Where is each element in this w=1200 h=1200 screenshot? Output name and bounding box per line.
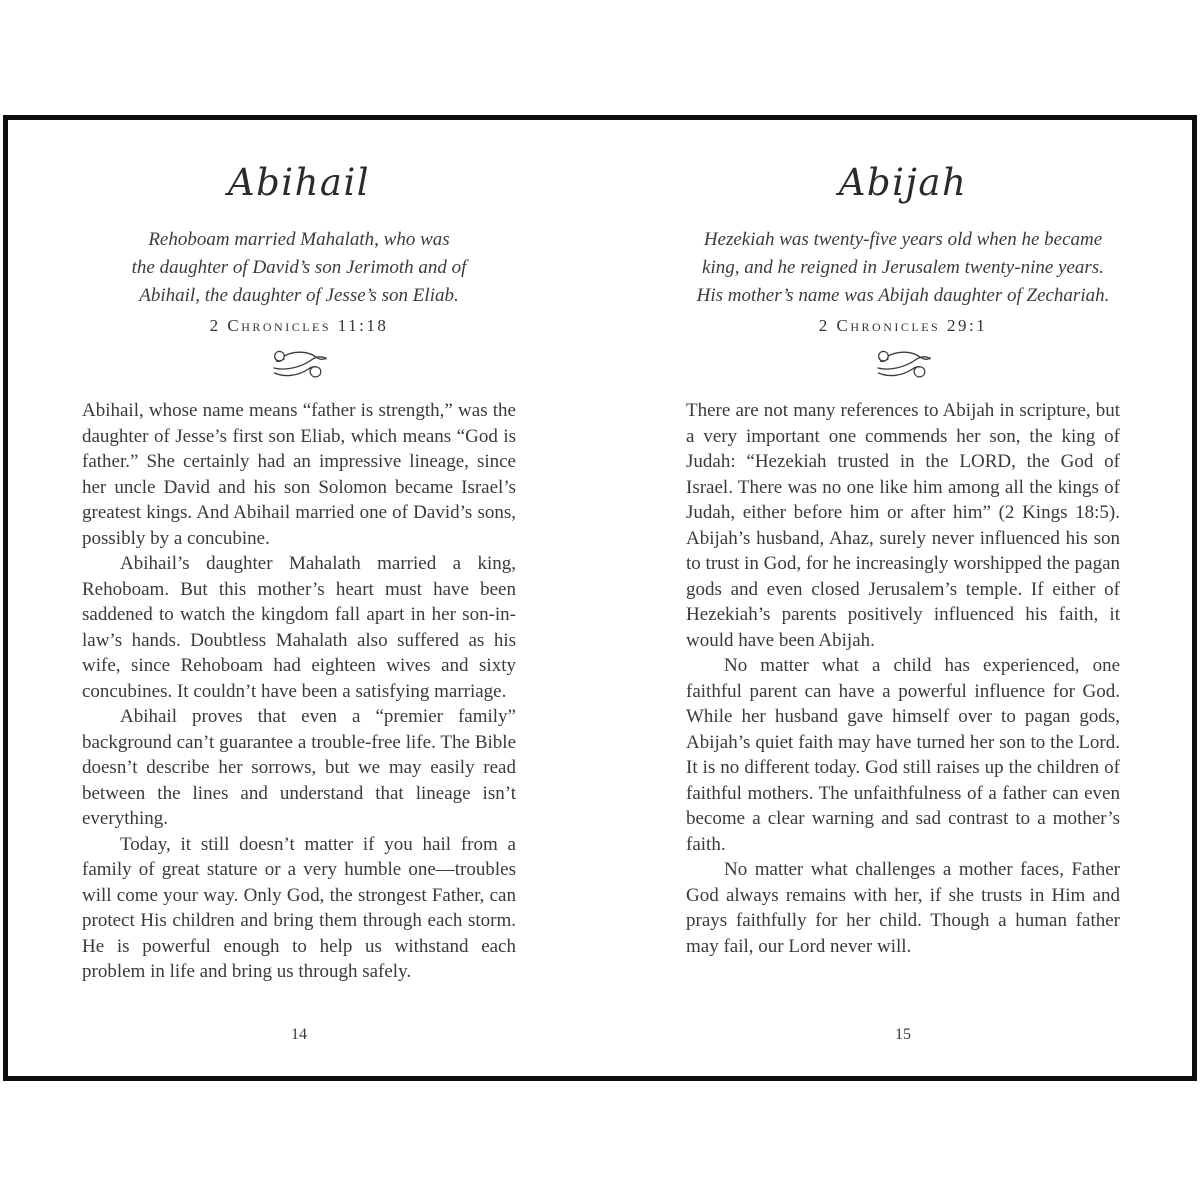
body-paragraph: Abihail’s daughter Mahalath married a king, Rehoboam. But this mother’s heart must have been saddened to watch the kingdom fall apart in her son-in-law’s hands. Doubtless Mahalath also suffered as his wife, since Rehoboam had eighteen wives and sixty concubines. It couldn’t have been a satisfying marriage. (82, 553, 516, 702)
page-title: Abijah (838, 161, 968, 204)
body-paragraph: No matter what a child has experienced, one faithful parent can have a powerful influence for God. While her husband gave himself over to pagan gods, Abijah’s quiet faith may have turned her son to the Lord. It is no different today. God still raises up the children of faithful mothers. The unfaithfulness of a father can even become a clear warning and sad contrast to a mother’s faith. (686, 655, 1120, 855)
quote-line: king, and he reigned in Jerusalem twenty-nine years. (702, 257, 1104, 278)
body-paragraph: There are not many references to Abijah in scripture, but a very important one commends her son, the king of Judah: “Hezekiah trusted in the LORD, the God of Israel. There was no one like him among all the kings of Judah, either before him or after him” (2 Kings 18:5). Abijah’s husband, Ahaz, surely never influenced his son to trust in God, for he increasingly worshipped the pagan gods and even closed Jerusalem’s temple. If either of Hezekiah’s parents positively influenced his faith, it would have been Abijah. (686, 400, 1120, 651)
body-paragraph: No matter what challenges a mother faces, Father God always remains with her, if she trusts in Him and prays faithfully for her child. Though a human father may fail, our Lord never will. (686, 859, 1120, 957)
flourish-ornament-icon (82, 348, 516, 386)
page-left (82, 161, 516, 985)
quote-line: the daughter of David’s son Jerimoth and of (131, 257, 467, 278)
quote-line: Abihail, the daughter of Jesse’s son Eliab. (139, 285, 459, 306)
page-number-right: 15 (895, 1026, 911, 1043)
page-title: Abihail (227, 161, 371, 204)
quote-line: Rehoboam married Mahalath, who was (148, 229, 450, 250)
scripture-reference: 2 Chronicles 11:18 (209, 316, 389, 335)
body-paragraph: Abihail proves that even a “premier family” background can’t guarantee a trouble-free life. The Bible doesn’t describe her sorrows, but we may easily read between the lines and understand that lineage isn’t everything. (82, 706, 516, 829)
body-text (82, 398, 516, 985)
quote-line: His mother’s name was Abijah daughter of Zechariah. (696, 285, 1110, 306)
body-paragraph: Abihail, whose name means “father is strength,” was the daughter of Jesse’s first son Eliab, which means “God is father.” She certainly had an impressive lineage, since her uncle David and his son Solomon became Israel’s greatest kings. And Abihail married one of David’s sons, possibly by a concubine. (82, 400, 516, 549)
page-right (686, 161, 1120, 959)
scripture-quote (82, 226, 516, 310)
body-paragraph: Today, it still doesn’t matter if you hail from a family of great stature or a very humble one—troubles will come your way. Only God, the strongest Father, can protect His children and bring them through each storm. He is powerful enough to help us withstand each problem in life and bring us through safely. (82, 833, 516, 982)
quote-line: Hezekiah was twenty-five years old when he became (703, 229, 1103, 250)
flourish-ornament-icon (686, 348, 1120, 386)
page-number-left: 14 (291, 1026, 307, 1043)
body-text (686, 398, 1120, 959)
scripture-reference: 2 Chronicles 29:1 (818, 316, 988, 335)
scripture-quote (686, 226, 1120, 310)
